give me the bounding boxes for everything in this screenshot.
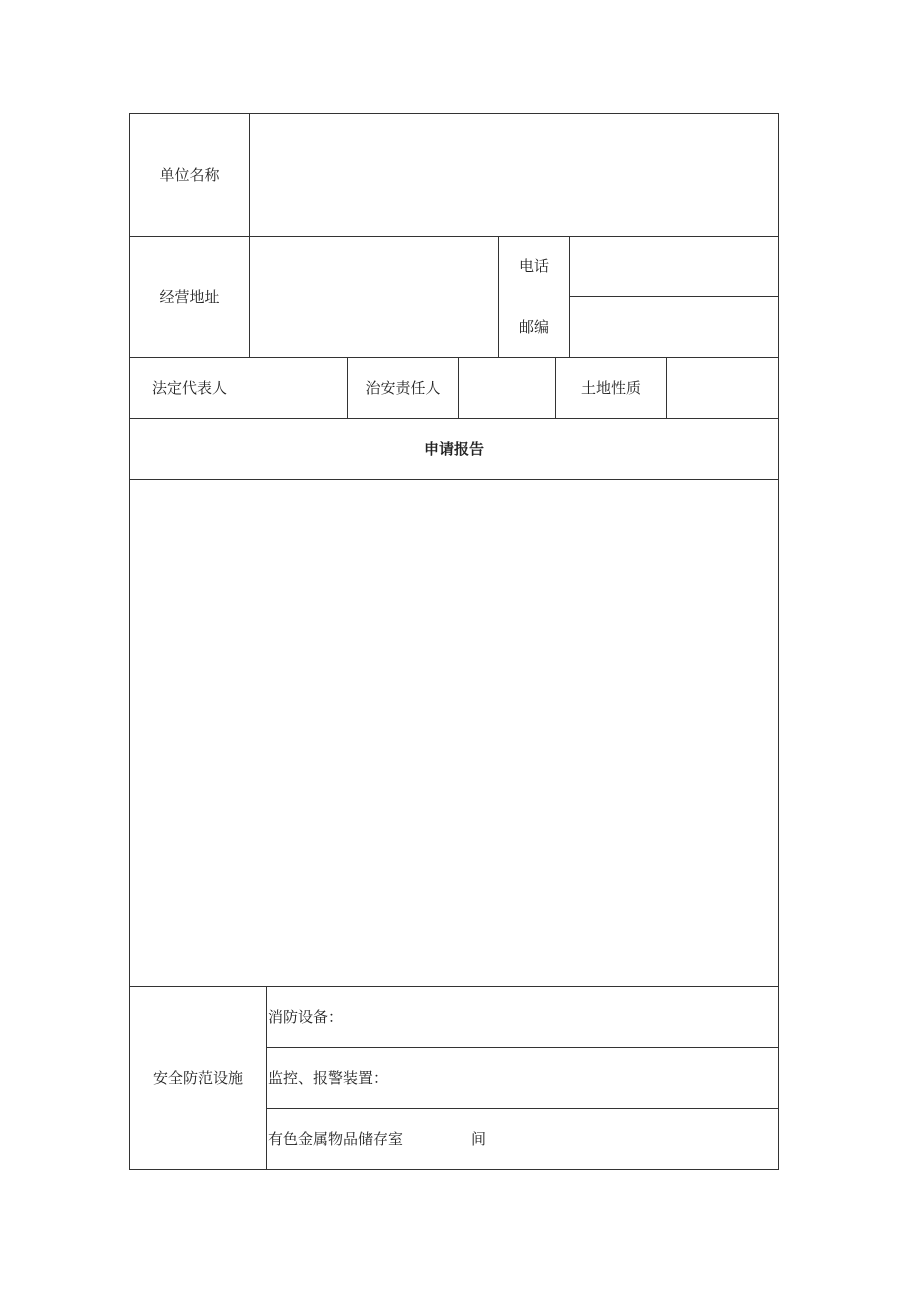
col-divider-label	[249, 113, 250, 358]
safety-facilities-label: 安全防范设施	[152, 1068, 243, 1087]
form-right-border	[778, 113, 779, 1170]
col-divider-land-label	[666, 357, 667, 419]
land-nature-label: 土地性质	[580, 378, 641, 397]
fire-equipment-field[interactable]	[268, 987, 774, 1047]
monitor-alarm-field[interactable]	[268, 1048, 774, 1108]
unit-name-label: 单位名称	[159, 165, 220, 184]
security-person-label: 治安责任人	[365, 378, 441, 397]
storage-room-field[interactable]	[268, 1109, 774, 1169]
postcode-field[interactable]	[574, 297, 774, 357]
storage-room-label: 有色金属物品储存室	[268, 1129, 404, 1148]
form-bottom-border	[129, 1169, 779, 1170]
address-field[interactable]	[254, 237, 494, 357]
land-nature-field[interactable]	[671, 358, 774, 418]
fire-equipment-label: 消防设备：	[268, 1007, 344, 1026]
phone-label: 电话	[518, 257, 549, 275]
storage-room-unit: 间	[471, 1129, 487, 1148]
unit-name-field[interactable]	[254, 114, 774, 236]
address-label: 经营地址	[159, 287, 220, 306]
col-divider-safety	[266, 986, 267, 1170]
legal-rep-field[interactable]	[254, 358, 344, 418]
report-body-field[interactable]	[134, 480, 774, 986]
legal-rep-label: 法定代表人	[151, 378, 227, 397]
phone-field[interactable]	[574, 237, 774, 296]
col-divider-security-label	[458, 357, 459, 419]
report-title: 申请报告	[423, 439, 484, 458]
monitor-alarm-label: 监控、报警装置：	[268, 1068, 389, 1087]
security-person-field[interactable]	[463, 358, 553, 418]
postcode-label: 邮编	[518, 317, 549, 336]
col-divider-phone-label	[569, 236, 570, 358]
